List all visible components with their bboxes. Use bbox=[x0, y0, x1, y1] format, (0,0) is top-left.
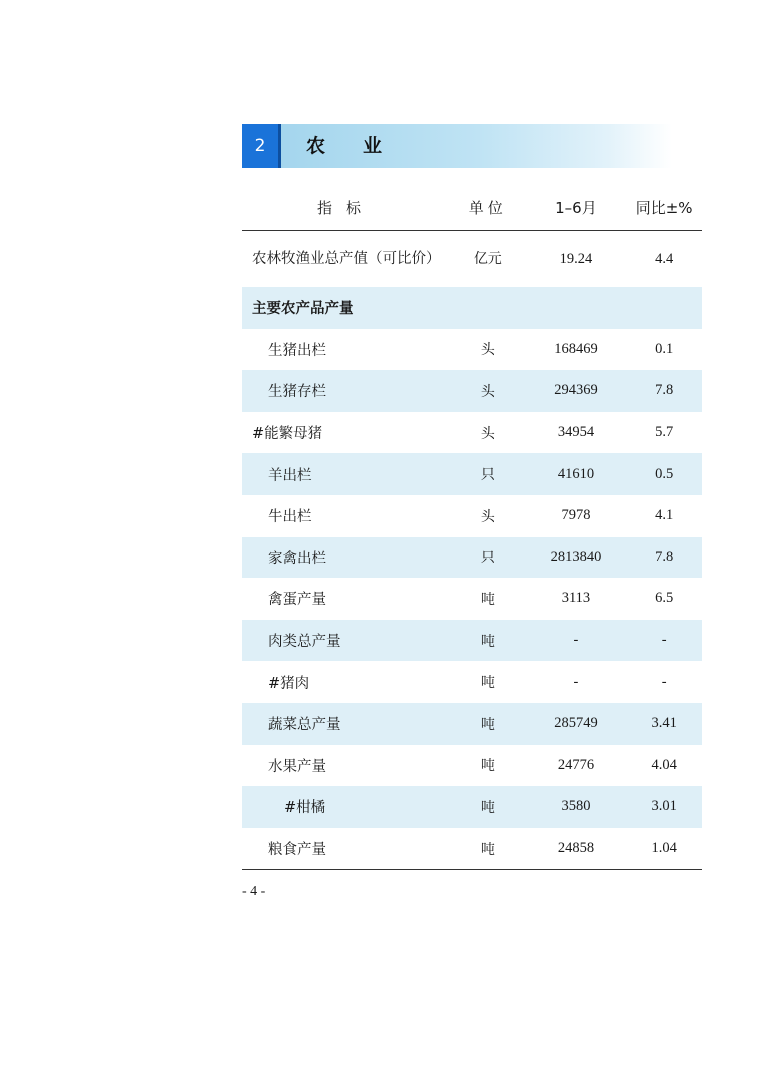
row-yoy: 4.4 bbox=[655, 251, 674, 267]
row-name: 农林牧渔业总产值（可比价） bbox=[252, 251, 441, 267]
section-row bbox=[242, 287, 702, 329]
row-unit: 头 bbox=[450, 370, 526, 412]
row-value: - bbox=[526, 620, 627, 662]
row-yoy: 0.1 bbox=[655, 340, 674, 357]
table-row bbox=[242, 231, 702, 288]
section-title: 农业 bbox=[306, 135, 421, 157]
row-unit: 吨 bbox=[450, 620, 526, 662]
row-unit: 吨 bbox=[480, 675, 495, 692]
row-unit: 头 bbox=[480, 425, 495, 442]
row-value: 3580 bbox=[526, 786, 627, 828]
header-unit: 单位 bbox=[450, 184, 526, 231]
row-unit: 头 bbox=[480, 342, 495, 359]
row-unit: 吨 bbox=[480, 591, 495, 608]
row-name: 羊出栏 bbox=[242, 453, 450, 495]
row-value: 168469 bbox=[554, 340, 598, 357]
row-value: 7978 bbox=[561, 507, 591, 524]
row-name: #柑橘 bbox=[242, 786, 450, 828]
section-banner bbox=[242, 124, 672, 168]
row-name: #猪肉 bbox=[268, 675, 310, 692]
agriculture-table bbox=[242, 184, 702, 870]
row-value: 19.24 bbox=[559, 251, 593, 267]
table-row bbox=[242, 703, 702, 745]
row-yoy: 7.8 bbox=[626, 370, 702, 412]
page-number: - 4 - bbox=[242, 884, 266, 899]
row-name: 生猪存栏 bbox=[242, 370, 450, 412]
row-name: 蔬菜总产量 bbox=[242, 703, 450, 745]
header-value: 1–6月 bbox=[526, 184, 627, 231]
row-name: #能繁母猪 bbox=[252, 426, 323, 443]
section-number: 2 bbox=[242, 124, 278, 168]
row-value: 2813840 bbox=[526, 537, 627, 579]
table-row bbox=[242, 578, 702, 620]
row-value: 285749 bbox=[526, 703, 627, 745]
row-unit: 只 bbox=[450, 537, 526, 579]
row-yoy: 3.41 bbox=[626, 703, 702, 745]
row-yoy: 4.04 bbox=[651, 756, 677, 773]
row-name: 家禽出栏 bbox=[242, 537, 450, 579]
row-unit: 亿元 bbox=[473, 251, 502, 267]
table-row bbox=[242, 453, 702, 495]
row-value: - bbox=[573, 673, 579, 690]
row-yoy: 6.5 bbox=[655, 590, 674, 607]
row-unit: 吨 bbox=[450, 703, 526, 745]
table-row bbox=[242, 745, 702, 787]
row-value: 34954 bbox=[557, 424, 595, 441]
row-name: 水果产量 bbox=[268, 758, 326, 775]
table-row bbox=[242, 537, 702, 579]
row-unit: 只 bbox=[450, 453, 526, 495]
row-value: 294369 bbox=[526, 370, 627, 412]
table-header-row bbox=[242, 184, 702, 231]
table-row bbox=[242, 786, 702, 828]
header-yoy: 同比±% bbox=[626, 184, 702, 231]
row-name: 牛出栏 bbox=[268, 509, 312, 526]
row-yoy: - bbox=[661, 673, 667, 690]
section-label: 主要农产品产量 bbox=[242, 287, 702, 329]
row-yoy: 0.5 bbox=[626, 453, 702, 495]
row-yoy: 7.8 bbox=[626, 537, 702, 579]
row-unit: 吨 bbox=[480, 758, 495, 775]
header-indicator: 指标 bbox=[242, 184, 450, 231]
row-name: 肉类总产量 bbox=[242, 620, 450, 662]
row-yoy: 1.04 bbox=[626, 828, 702, 870]
table-row bbox=[242, 412, 702, 454]
row-name: 禽蛋产量 bbox=[268, 592, 326, 609]
row-unit: 头 bbox=[480, 508, 495, 525]
row-unit: 吨 bbox=[450, 828, 526, 870]
table-row bbox=[242, 370, 702, 412]
table-row bbox=[242, 329, 702, 371]
row-name: 生猪出栏 bbox=[268, 342, 326, 359]
row-value: 24858 bbox=[526, 828, 627, 870]
row-yoy: 4.1 bbox=[655, 507, 674, 524]
row-yoy: - bbox=[626, 620, 702, 662]
row-unit: 吨 bbox=[450, 786, 526, 828]
row-yoy: 5.7 bbox=[655, 424, 674, 441]
table-row bbox=[242, 828, 702, 870]
row-value: 24776 bbox=[557, 756, 595, 773]
row-value: 3113 bbox=[561, 590, 591, 607]
table-row bbox=[242, 495, 702, 537]
row-yoy: 3.01 bbox=[626, 786, 702, 828]
table-row bbox=[242, 661, 702, 703]
table-row bbox=[242, 620, 702, 662]
row-name: 粮食产量 bbox=[242, 828, 450, 870]
row-value: 41610 bbox=[526, 453, 627, 495]
